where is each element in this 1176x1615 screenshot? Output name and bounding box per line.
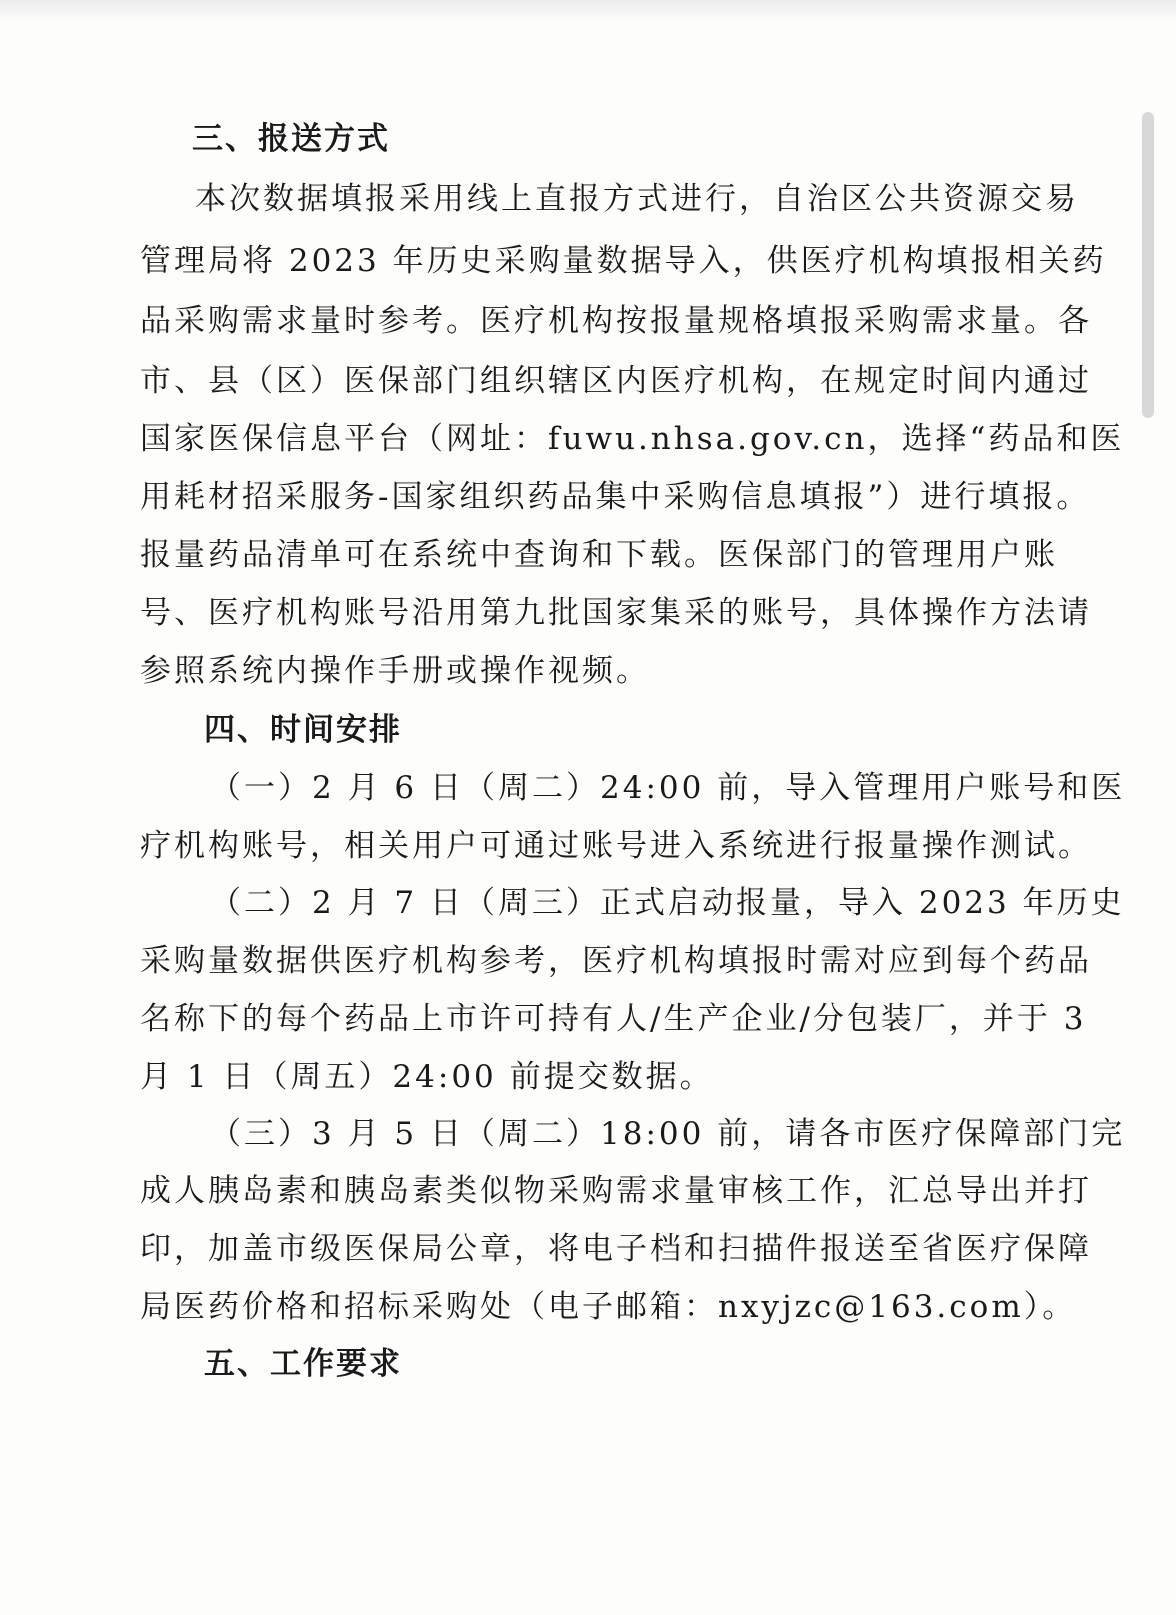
paragraph-line: 局医药价格和招标采购处（电子邮箱：nxyjzc@163.com）。 bbox=[140, 1289, 1077, 1325]
paragraph-line: 用耗材招采服务-国家组织药品集中采购信息填报”）进行填报。 bbox=[140, 479, 1091, 515]
paragraph-line: 月 1 日（周五）24:00 前提交数据。 bbox=[140, 1059, 714, 1095]
paragraph-line: 成人胰岛素和胰岛素类似物采购需求量审核工作，汇总导出并打 bbox=[140, 1173, 1092, 1209]
section-heading-schedule: 四、时间安排 bbox=[204, 712, 402, 748]
paragraph-line: （二）2 月 7 日（周三）正式启动报量，导入 2023 年历史 bbox=[210, 885, 1125, 921]
section-heading-submission: 三、报送方式 bbox=[192, 121, 390, 157]
paragraph-line: 印，加盖市级医保局公章，将电子档和扫描件报送至省医疗保障 bbox=[140, 1231, 1092, 1267]
paragraph-line: 报量药品清单可在系统中查询和下载。医保部门的管理用户账 bbox=[140, 537, 1058, 573]
paragraph-line: 市、县（区）医保部门组织辖区内医疗机构，在规定时间内通过 bbox=[140, 363, 1092, 399]
paragraph-line: 管理局将 2023 年历史采购量数据导入，供医疗机构填报相关药 bbox=[140, 243, 1107, 279]
paragraph-line: 本次数据填报采用线上直报方式进行，自治区公共资源交易 bbox=[195, 181, 1079, 217]
paragraph-line: 名称下的每个药品上市许可持有人/生产企业/分包装厂，并于 3 bbox=[140, 1001, 1087, 1037]
paragraph-line: 参照系统内操作手册或操作视频。 bbox=[140, 653, 650, 689]
paragraph-line: （三）3 月 5 日（周二）18:00 前，请各市医疗保障部门完 bbox=[210, 1116, 1126, 1152]
vertical-scrollbar[interactable] bbox=[1142, 112, 1154, 418]
section-heading-requirements: 五、工作要求 bbox=[204, 1346, 402, 1382]
paragraph-line: 疗机构账号，相关用户可通过账号进入系统进行报量操作测试。 bbox=[140, 828, 1092, 864]
paragraph-line: 国家医保信息平台（网址：fuwu.nhsa.gov.cn，选择“药品和医 bbox=[140, 421, 1125, 457]
paragraph-line: （一）2 月 6 日（周二）24:00 前，导入管理用户账号和医 bbox=[210, 770, 1126, 806]
scan-top-edge bbox=[0, 0, 1176, 22]
paragraph-line: 号、医疗机构账号沿用第九批国家集采的账号，具体操作方法请 bbox=[140, 595, 1092, 631]
paragraph-line: 品采购需求量时参考。医疗机构按报量规格填报采购需求量。各 bbox=[140, 303, 1092, 339]
paragraph-line: 采购量数据供医疗机构参考，医疗机构填报时需对应到每个药品 bbox=[140, 943, 1092, 979]
